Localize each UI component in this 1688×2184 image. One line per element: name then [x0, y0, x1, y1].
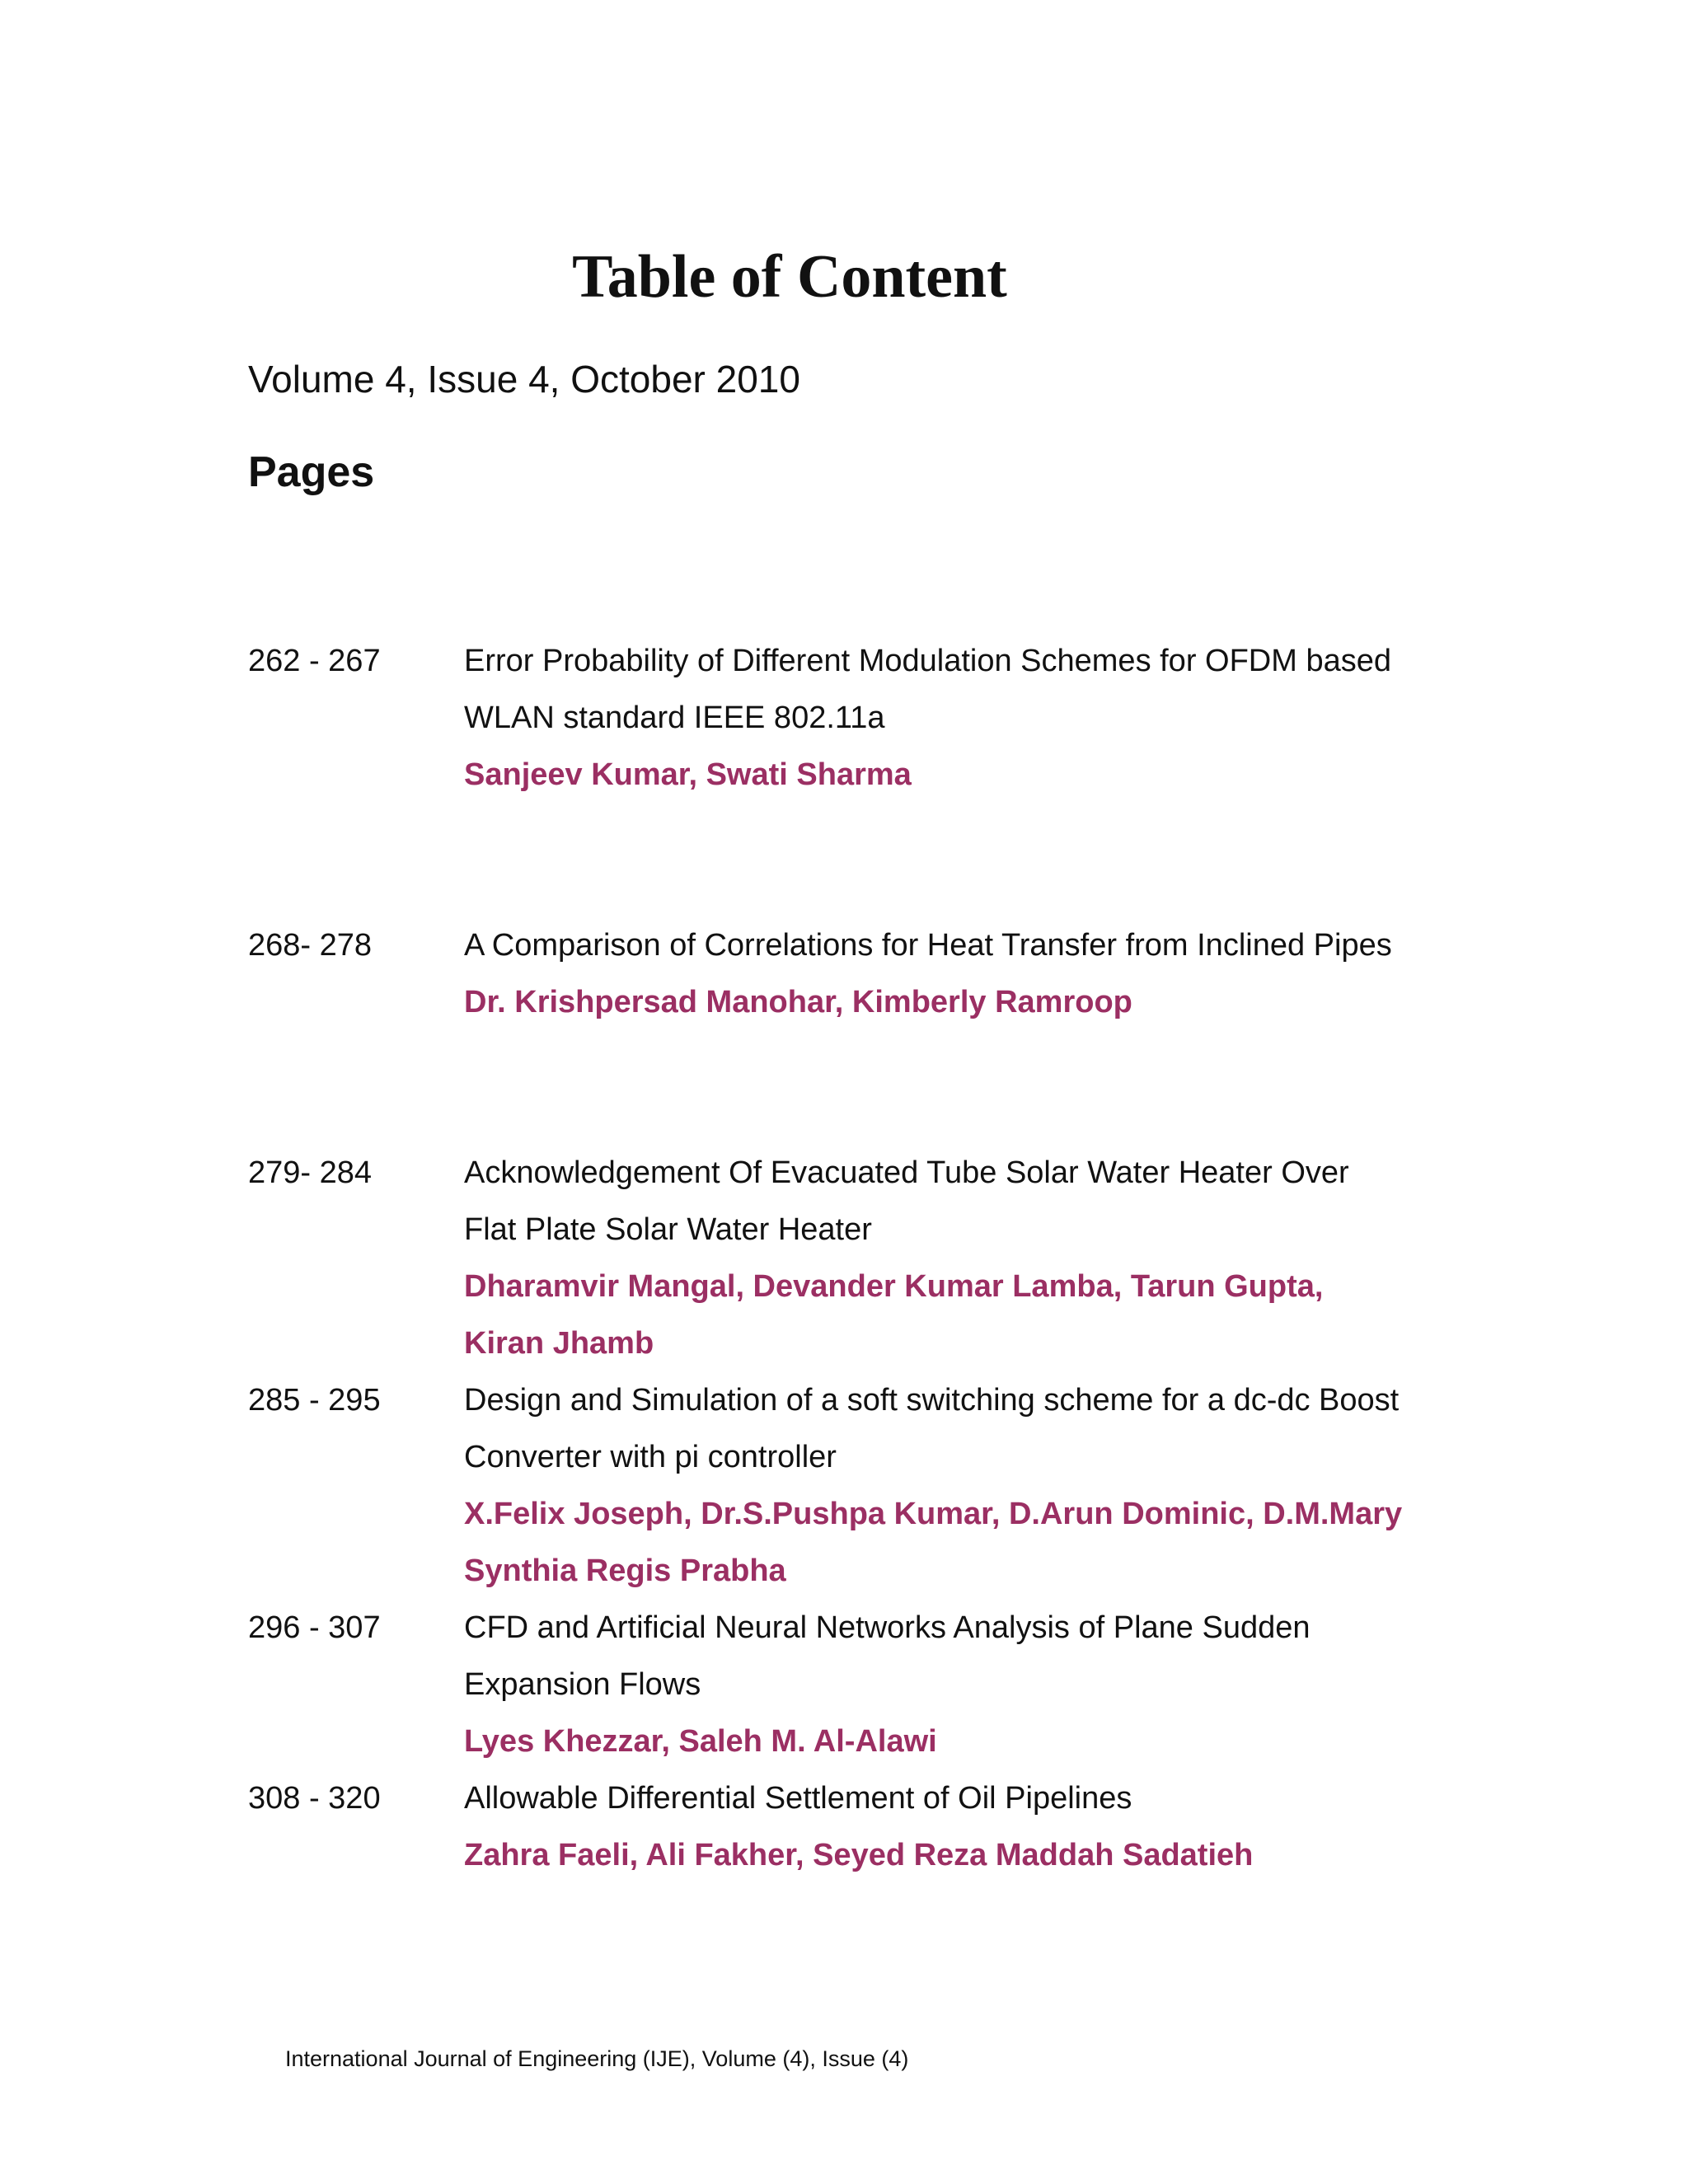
toc-article-authors: Zahra Faeli, Ali Fakher, Seyed Reza Maddah Sadatieh [464, 1838, 1254, 1872]
toc-page-range: 285 - 295 [248, 1383, 381, 1418]
toc-article-title: Design and Simulation of a soft switching scheme for a dc-dc Boost Converter with pi controller [464, 1383, 1400, 1474]
toc-article-title: A Comparison of Correlations for Heat Transfer from Inclined Pipes [464, 928, 1392, 963]
page-title: Table of Content [572, 242, 1007, 311]
page-footer: International Journal of Engineering (IJE), Volume (4), Issue (4) [285, 2046, 909, 2071]
toc-article-authors: Dr. Krishpersad Manohar, Kimberly Ramroop [464, 985, 1132, 1019]
toc-page-range: 268- 278 [248, 928, 373, 963]
toc-page-range: 308 - 320 [248, 1781, 381, 1816]
toc-article-authors: Lyes Khezzar, Saleh M. Al-Alawi [464, 1724, 937, 1759]
toc-article-title: Allowable Differential Settlement of Oil Pipelines [464, 1781, 1132, 1816]
toc-entry [248, 1770, 1484, 1884]
toc-article-authors: Sanjeev Kumar, Swati Sharma [464, 757, 912, 792]
toc-page-range: 279- 284 [248, 1155, 373, 1190]
toc-article-title: Error Probability of Different Modulation Schemes for OFDM based WLAN standard IEEE 802.11a [464, 644, 1391, 735]
toc-article-authors: X.Felix Joseph, Dr.S.Pushpa Kumar, D.Arun Dominic, D.M.Mary Synthia Regis Prabha [464, 1497, 1403, 1588]
toc-entry [248, 1600, 1484, 1770]
toc-article-title: CFD and Artificial Neural Networks Analysis of Plane Sudden Expansion Flows [464, 1610, 1311, 1702]
table-of-contents [248, 633, 1484, 1884]
pages-heading: Pages [248, 448, 375, 496]
toc-page-range: 262 - 267 [248, 644, 381, 678]
toc-entry [248, 633, 1484, 804]
toc-article-authors: Dharamvir Mangal, Devander Kumar Lamba, Tarun Gupta, Kiran Jhamb [464, 1269, 1324, 1361]
toc-entry [248, 1145, 1484, 1372]
toc-page-range: 296 - 307 [248, 1610, 381, 1645]
toc-entry [248, 917, 1484, 1031]
volume-issue-line: Volume 4, Issue 4, October 2010 [248, 358, 800, 401]
toc-article-title: Acknowledgement Of Evacuated Tube Solar Water Heater Over Flat Plate Solar Water Heater [464, 1155, 1349, 1247]
toc-entry [248, 1372, 1484, 1600]
